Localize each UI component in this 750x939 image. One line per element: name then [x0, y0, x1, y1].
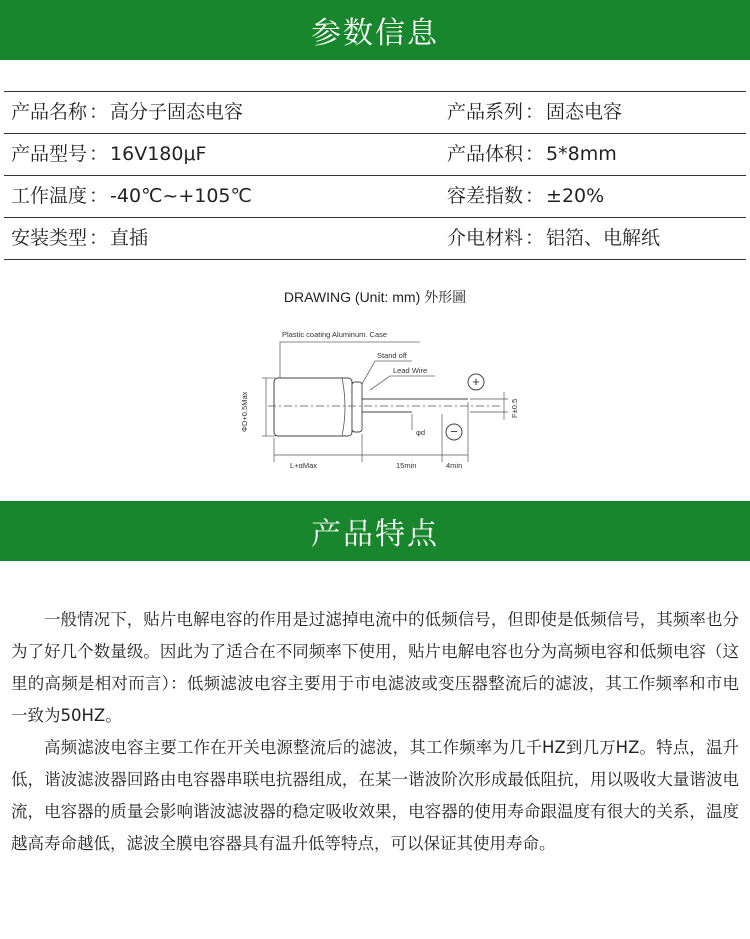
param-label: 工作温度 [11, 185, 88, 207]
param-separator: ： [89, 227, 109, 249]
leadwire-label: Lead Wire [393, 366, 428, 375]
section-header-features [0, 501, 750, 561]
lead-15min-label: 15min [396, 461, 417, 470]
param-label: 容差指数 [447, 185, 524, 207]
phid-label: φd [416, 428, 426, 437]
param-separator: ： [89, 101, 109, 123]
feature-text [11, 604, 739, 860]
capacitor-drawing [230, 322, 530, 482]
leadwire-leader [370, 376, 435, 390]
pitch-label: F±0.5 [510, 398, 519, 418]
param-value: 16V180μF [110, 143, 207, 165]
param-label: 产品型号 [11, 143, 88, 165]
lead-4min-label: 4min [446, 461, 463, 470]
param-value: -40℃~+105℃ [110, 185, 252, 207]
paragraph: 一般情况下，贴片电解电容的作用是过滤掉电流中的低频信号，但即使是低频信号，其频率也分为了好几个数量级。因此为了适合在不同频率下使用，贴片电解电容也分为高频电容和低频电容（这里的高频是相对而言）：低频滤波电容主要用于市电滤波或变压器整流后的滤波，其工作频率和市电一致为50HZ。 [11, 610, 739, 725]
table-row [4, 92, 746, 134]
param-separator: ： [525, 143, 545, 165]
param-label: 产品系列 [447, 101, 524, 123]
param-separator: ： [525, 185, 545, 207]
capacitor-body [274, 378, 352, 436]
param-separator: ： [525, 227, 545, 249]
drawing-title: DRAWING (Unit: mm) 外形圖 [283, 289, 467, 305]
param-value: 高分子固态电容 [110, 101, 244, 123]
param-value: 固态电容 [546, 101, 623, 123]
table-row [4, 218, 746, 260]
param-value: 直插 [110, 227, 149, 249]
param-label: 安装类型 [11, 227, 88, 249]
standoff-label: Stand off [377, 351, 407, 360]
section-header-params [0, 0, 750, 60]
param-value: 铝箔、电解纸 [546, 227, 661, 249]
param-value: ±20% [546, 185, 605, 207]
params-table [4, 91, 746, 260]
length-label: L+αMax [290, 461, 318, 470]
param-label: 产品体积 [447, 143, 524, 165]
section-title: 产品特点 [311, 517, 439, 552]
diameter-label: ΦD+0.5Max [240, 391, 249, 432]
minus-sign: − [450, 424, 458, 439]
param-value: 5*8mm [546, 143, 617, 165]
case-label: Plastic coating Aluminum. Case [282, 330, 388, 339]
section-title: 参数信息 [311, 16, 439, 51]
param-label: 产品名称 [11, 101, 88, 123]
param-separator: ： [525, 101, 545, 123]
rubber-end [352, 382, 362, 432]
param-separator: ： [89, 185, 109, 207]
param-separator: ： [89, 143, 109, 165]
paragraph: 高频滤波电容主要工作在开关电源整流后的滤波，其工作频率为几千HZ到几万HZ。特点，温升低，谐波滤波器回路由电容器串联电抗器组成，在某一谐波阶次形成最低阻抗，用以吸收大量谐波电流，电容器的质量会影响谐波滤波器的稳定吸收效果，电容器的使用寿命跟温度有很大的关系，温度越高寿命越低，滤波全膜电容器具有温升低等特点，可以保证其使用寿命。 [11, 738, 739, 853]
table-row [4, 134, 746, 176]
param-label: 介电材料 [447, 227, 524, 249]
plus-sign: + [472, 374, 480, 389]
table-row [4, 176, 746, 218]
